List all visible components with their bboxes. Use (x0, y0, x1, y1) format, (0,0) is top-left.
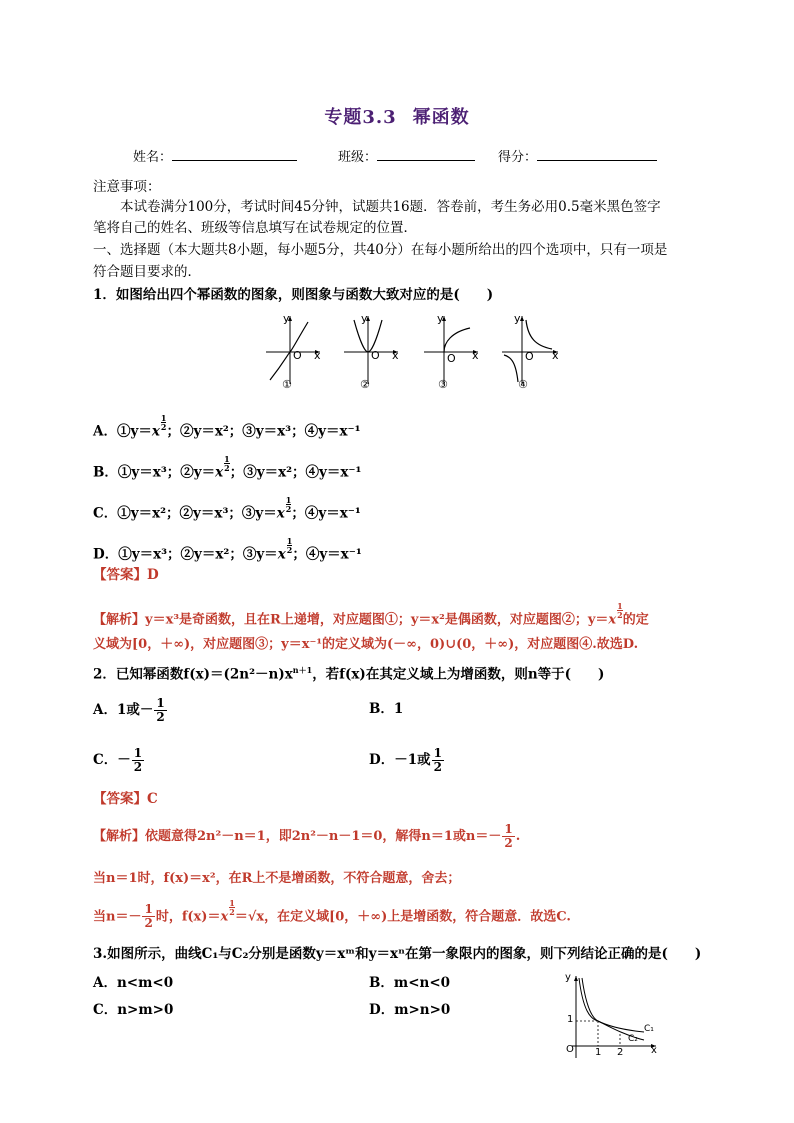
title-topic-number: 专题3.3 (324, 107, 397, 128)
q2-option-b[interactable]: B．1 (369, 701, 404, 717)
q3-option-b[interactable]: B．m<n<0 (369, 975, 451, 991)
q3-option-a[interactable]: A．n<m<0 (93, 975, 174, 991)
score-blank[interactable] (537, 149, 657, 161)
q1-graph-4: y O x ④ (498, 312, 568, 392)
q2-option-d[interactable]: D．－1或 $\frac{1}{2}$ (369, 746, 442, 774)
q1-option-b[interactable]: B．①y＝x³；②y＝x $\frac{1}{2}$ ；③y＝x²；④y＝x⁻¹ (93, 454, 362, 481)
q1-answer: 【答案】D (93, 567, 159, 583)
class-blank[interactable] (377, 149, 475, 161)
q1-explanation-line-2: 义域为[0，＋∞)，对应题图③；y＝x⁻¹的定义域为(－∞，0)∪(0，＋∞)，对应题图④.故选D. (93, 637, 639, 652)
name-blank[interactable] (172, 149, 297, 161)
curve-c1-label: C₁ (644, 1024, 654, 1034)
q3-figure: y O 1 1 2 x C₁ C₂ (565, 972, 657, 1058)
graph-label-3: ③ (438, 378, 448, 391)
q1-option-a[interactable]: A．①y＝x $\frac{1}{2}$ ；②y＝x²；③y＝x³；④y＝x⁻¹ (93, 413, 361, 440)
q2-option-c[interactable]: C．－ $\frac{1}{2}$ (93, 746, 143, 774)
q1-option-c[interactable]: C．①y＝x²；②y＝x³；③y＝x $\frac{1}{2}$ ；④y＝x⁻¹ (93, 495, 361, 522)
q3-option-d[interactable]: D．m>n>0 (369, 1002, 451, 1018)
q1-graph-3: y O x ③ (437, 312, 479, 391)
title-topic-name: 幂函数 (412, 107, 470, 128)
notice-heading: 注意事项： (93, 179, 161, 195)
q1-graph-2: y O x ② (338, 312, 408, 392)
section1-line-2: 符合题目要求的． (93, 264, 201, 280)
page-title (0, 103, 794, 129)
q1-option-d[interactable]: D．①y＝x³；②y＝x²；③y＝x $\frac{1}{2}$ ；④y＝x⁻¹ (93, 536, 362, 563)
q3-option-c[interactable]: C．n>m>0 (93, 1002, 174, 1018)
notice-line-2: 笔将自己的姓名、班级等信息填写在试卷规定的位置． (93, 220, 417, 236)
q1-graph-1: y O x ① (260, 312, 330, 392)
q1-explanation-line-1: 【解析】y＝x³是奇函数，且在R上递增，对应题图①；y＝x²是偶函数，对应题图②；y＝x $\frac{1}{2}$ 的定 (93, 601, 649, 628)
q2-option-a[interactable]: A．1或－ $\frac{1}{2}$ (93, 696, 165, 724)
graph-label-1: ① (282, 378, 292, 391)
graph-label-4: ④ (518, 378, 528, 391)
graph-label-2: ② (360, 378, 370, 391)
score-field[interactable]: 得分： (498, 146, 657, 165)
q2-answer: 【答案】C (93, 791, 158, 807)
class-field[interactable]: 班级： (338, 146, 475, 165)
section1-line-1: 一、选择题（本大题共8小题，每小题5分，共40分）在每小题所给出的四个选项中，只有一项是 (93, 242, 668, 258)
q2-explanation-line-3: 当n＝－ $\frac{1}{2}$ 时，f(x)＝x $\frac{1}{2}$ ＝√x，在定义域[0，＋∞)上是增函数，符合题意．故选C. (93, 898, 571, 931)
notice-line-1: 本试卷满分100分，考试时间45分钟，试题共16题．答卷前，考生务必用0.5毫米黑色签字 (120, 199, 661, 215)
q1-stem: 1．如图给出四个幂函数的图象，则图象与函数大致对应的是( ) (93, 287, 494, 303)
q2-explanation-line-1: 【解析】依题意得2n²－n＝1，即2n²－n－1＝0，解得n＝1或n＝－ $\frac{1}{2}$ . (93, 822, 521, 850)
curve-c2-label: C₂ (628, 1034, 638, 1044)
q2-explanation-line-2: 当n＝1时，f(x)＝x²，在R上不是增函数，不符合题意，舍去； (93, 871, 461, 886)
name-field[interactable]: 姓名： (133, 146, 297, 165)
q2-stem: 2．已知幂函数$f(x)=(2n^2-n)x^{n+1}$，若f(x)在其定义域上为增函数，则n等于( ) (93, 665, 605, 683)
q3-stem: 3.如图所示，曲线C₁与C₂分别是函数y＝xᵐ和y＝xⁿ在第一象限内的图象，则下列结论正确的是( ) (93, 946, 702, 962)
